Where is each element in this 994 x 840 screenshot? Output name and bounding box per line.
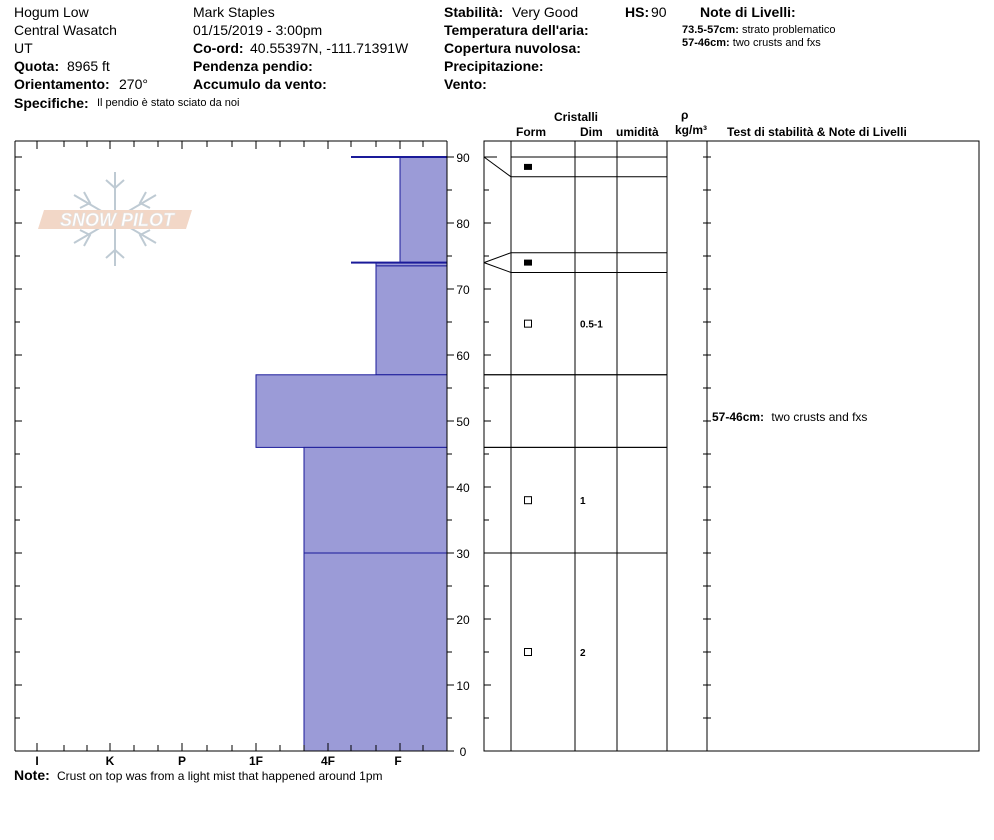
moisture-header: umidità — [616, 125, 659, 139]
size-header: Dim — [580, 125, 603, 139]
main-layer-note — [712, 410, 867, 424]
x-tick-label: 4F — [320, 754, 336, 768]
crystal-form-filled-square — [524, 164, 532, 170]
observer-name: Mark Staples — [193, 4, 275, 20]
layer-note-1-range: 73.5-57cm: — [682, 24, 739, 36]
tests-header: Test di stabilità & Note di Livelli — [727, 125, 907, 139]
y-tick-label: 0 — [459, 745, 467, 759]
wind-loading-label: Accumulo da vento: — [193, 76, 327, 92]
slope-label: Pendenza pendio: — [193, 58, 313, 74]
crystal-form-filled-square — [524, 260, 532, 266]
hardness-layer-4 — [304, 447, 447, 553]
x-tick-label: 1F — [248, 754, 264, 768]
crystal-size-label: 1 — [580, 496, 586, 508]
state: UT — [14, 40, 33, 56]
specifics-value: Il pendio è stato sciato da noi — [97, 97, 240, 109]
hardness-layer-5 — [304, 553, 447, 751]
note-label: Note: — [14, 767, 50, 783]
crystal-form-square — [525, 320, 532, 327]
y-tick-label: 60 — [456, 349, 470, 363]
specifics-label: Specifiche: — [14, 95, 89, 111]
stability-value: Very Good — [512, 4, 579, 20]
depth-connector-1 — [484, 253, 511, 263]
rho-header: ρ — [681, 108, 689, 122]
y-tick-label: 10 — [456, 679, 470, 693]
depth-connector-2 — [484, 263, 511, 273]
layer-notes-title: Note di Livelli: — [700, 4, 796, 20]
layer-note-2-range: 57-46cm: — [682, 37, 730, 49]
layer-note-1-text: strato problematico — [741, 24, 836, 36]
note-text: Crust on top was from a light mist that happened around 1pm — [57, 769, 383, 783]
coord-label: Co-ord: — [193, 40, 244, 56]
table-frame — [484, 141, 979, 751]
density-unit-header: kg/m³ — [675, 123, 708, 137]
snowpilot-logo — [38, 172, 192, 266]
aspect-label: Orientamento: — [14, 76, 110, 92]
y-tick-label: 70 — [456, 283, 470, 297]
hs-label: HS: — [625, 4, 650, 20]
y-tick-label: 40 — [456, 481, 470, 495]
y-tick-label: 90 — [456, 151, 470, 165]
crust-line-0 — [351, 156, 447, 158]
form-header: Form — [516, 125, 546, 139]
hardness-layer-2 — [376, 266, 447, 375]
cloud-cover-label: Copertura nuvolosa: — [444, 40, 581, 56]
crystal-table — [484, 141, 979, 751]
main-layer-note-range: 57-46cm: — [712, 410, 765, 424]
hardness-layer-3 — [256, 375, 447, 448]
x-tick-label: K — [105, 754, 115, 768]
depth-connector-0 — [484, 157, 511, 177]
crystals-header: Cristalli — [554, 110, 599, 124]
y-tick-label: 30 — [456, 547, 470, 561]
x-tick-label: I — [35, 754, 39, 768]
y-tick-label: 80 — [456, 217, 470, 231]
location: Hogum Low — [14, 4, 89, 20]
elevation-label: Quota: — [14, 58, 60, 74]
y-tick-label: 50 — [456, 415, 470, 429]
crystal-form-square — [525, 649, 532, 656]
range: Central Wasatch — [14, 22, 117, 38]
hardness-layer-0 — [400, 157, 447, 263]
stability-label: Stabilità: — [444, 4, 504, 20]
logo-text: SNOW PILOT — [60, 210, 174, 230]
y-tick-label: 20 — [456, 613, 470, 627]
crystal-size-label: 0.5-1 — [580, 319, 603, 331]
aspect-value: 270° — [119, 76, 148, 92]
x-tick-label: P — [177, 754, 187, 768]
hardness-layers — [256, 156, 447, 751]
observation-datetime: 01/15/2019 - 3:00pm — [193, 22, 323, 38]
coord-value: 40.55397N, -111.71391W — [250, 40, 409, 56]
hs-value: 90 — [651, 4, 667, 20]
crystal-size-label: 2 — [580, 648, 586, 659]
elevation-value: 8965 ft — [67, 58, 110, 74]
crust-line-1 — [351, 262, 447, 264]
crystal-form-square — [525, 497, 532, 504]
layer-note-2-text: two crusts and fxs — [732, 37, 821, 49]
precip-label: Precipitazione: — [444, 58, 544, 74]
main-layer-note-text: two crusts and fxs — [771, 410, 868, 424]
air-temp-label: Temperatura dell'aria: — [444, 22, 589, 38]
wind-label: Vento: — [444, 76, 487, 92]
x-tick-label: F — [394, 754, 402, 768]
